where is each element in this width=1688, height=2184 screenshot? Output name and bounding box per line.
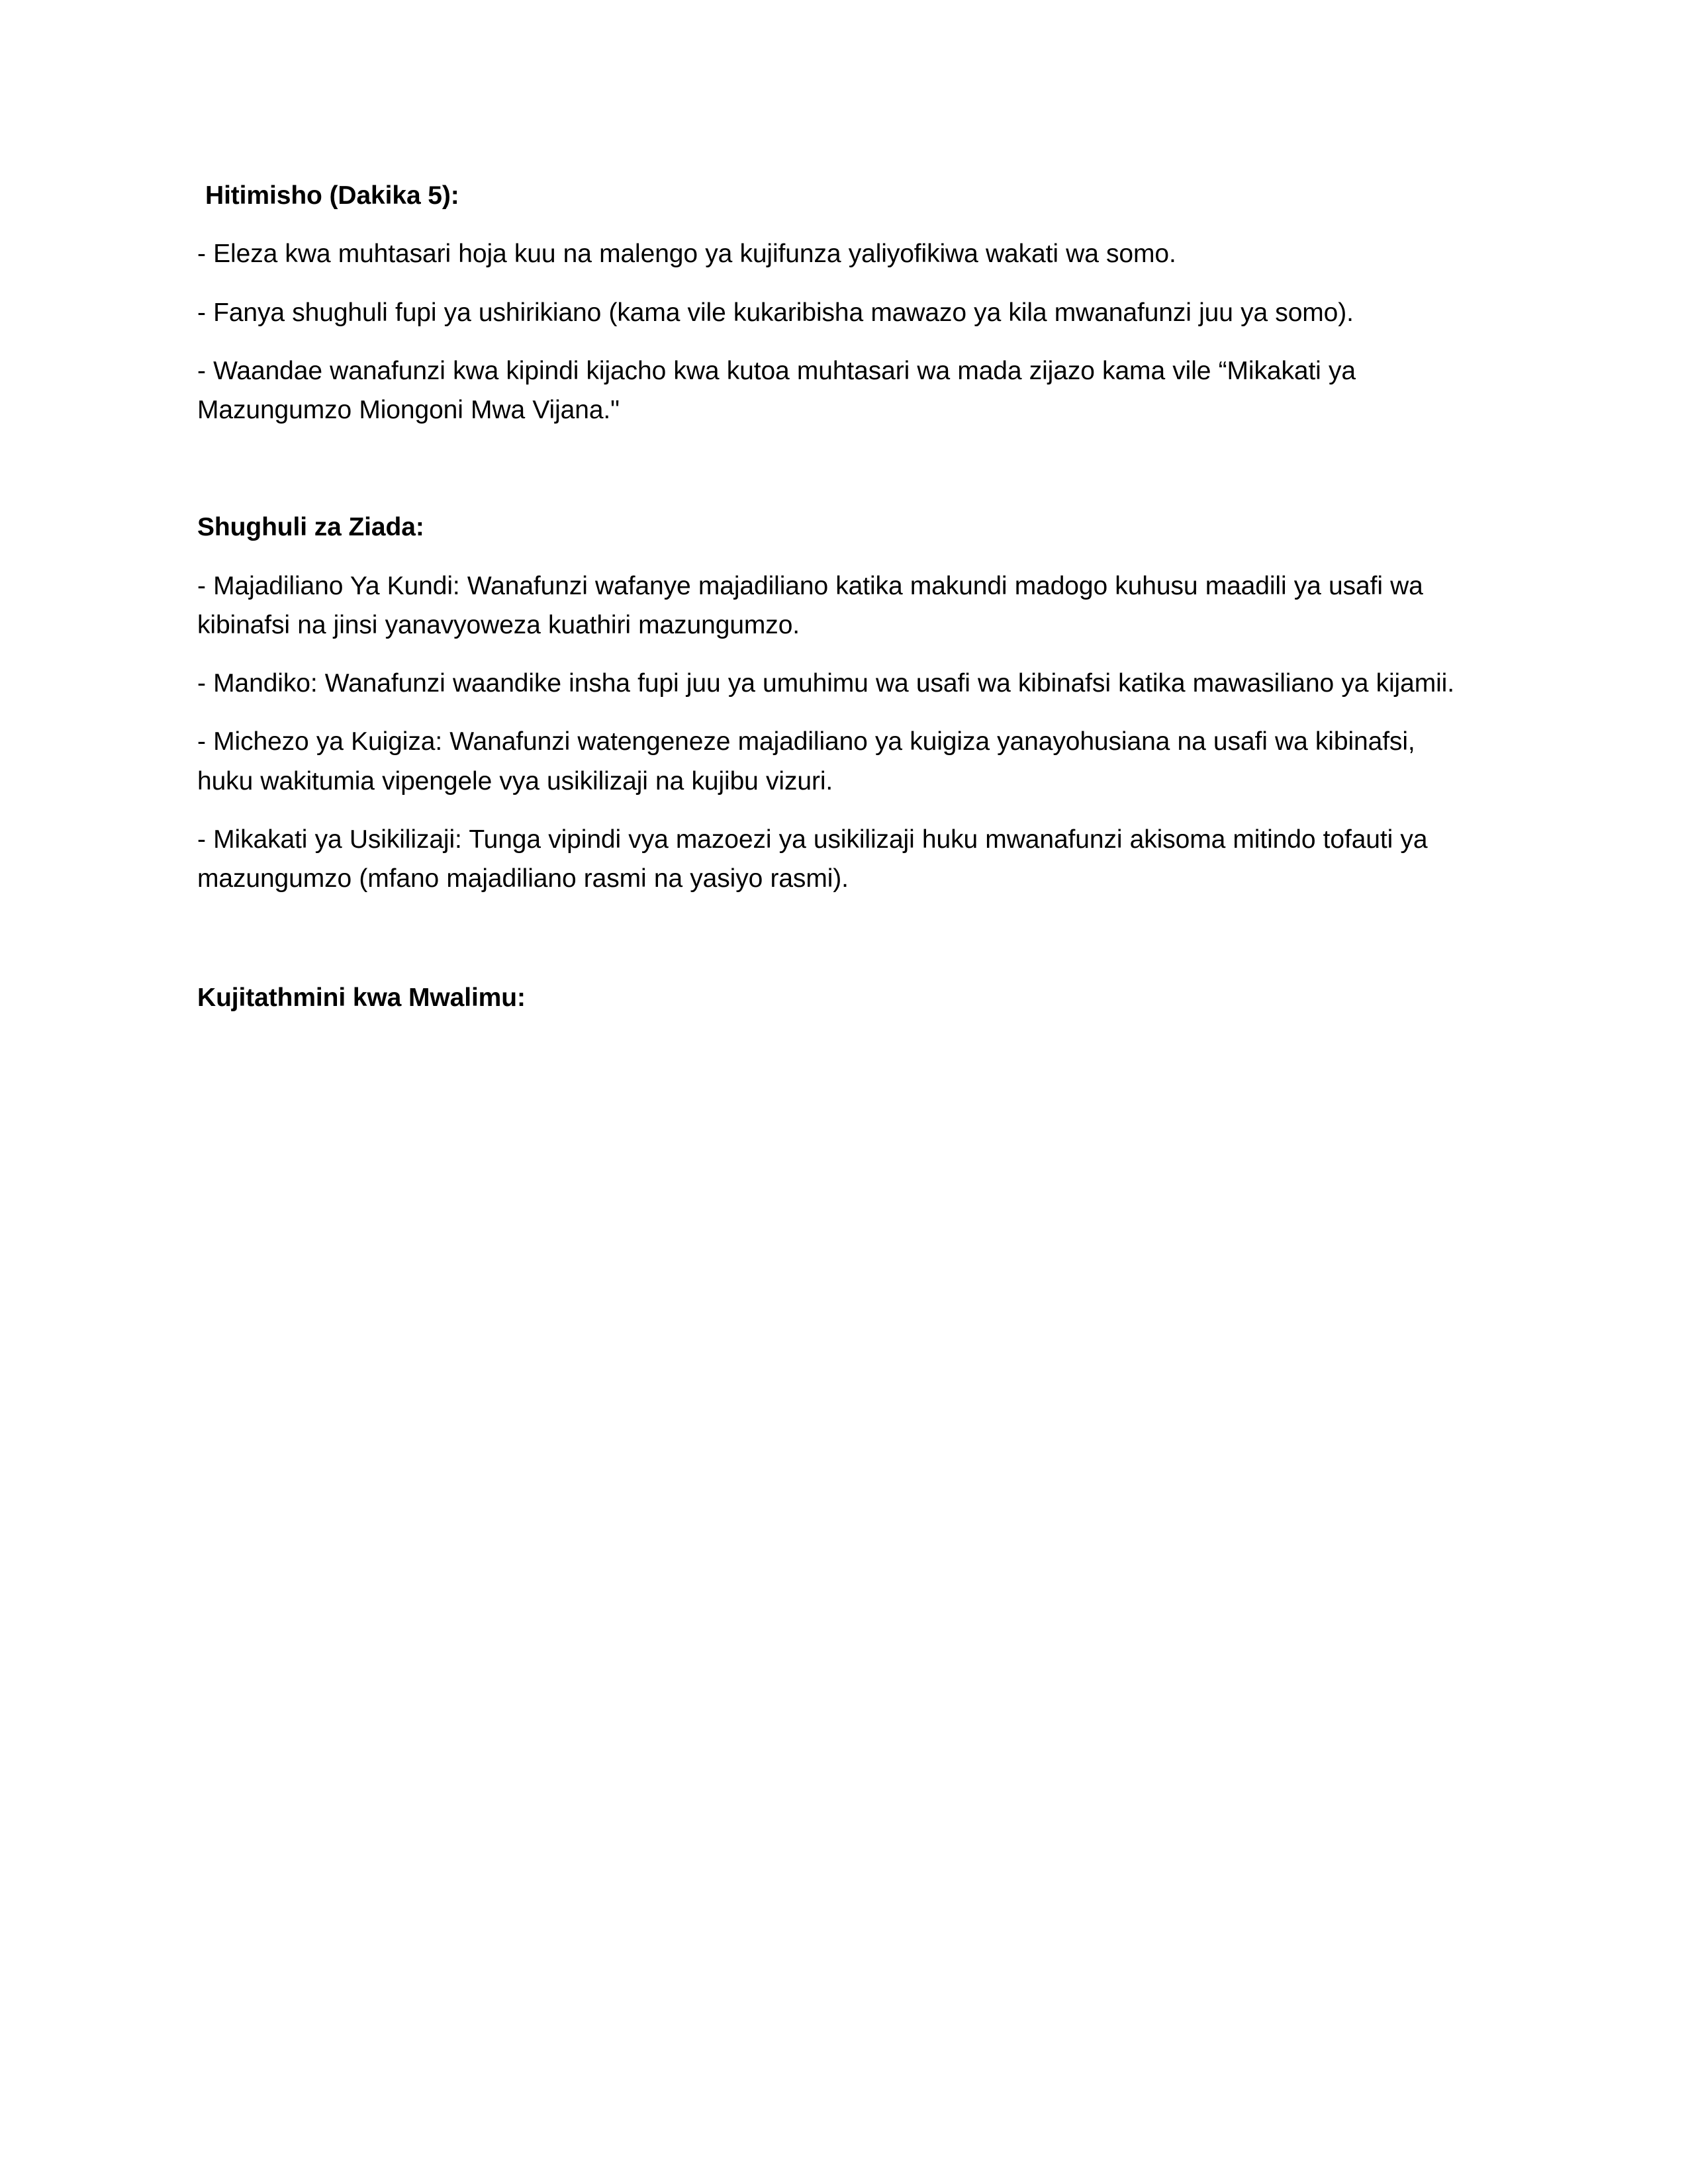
paragraph-shughuli-3: - Michezo ya Kuigiza: Wanafunzi watengeneze majadiliano ya kuigiza yanayohusiana na usafi wa kibinafsi, huku wakitumia vipengele vya usikilizaji na kujibu vizuri.: [197, 727, 1415, 796]
document-body: [197, 176, 1455, 1044]
document-tail-spacer: [197, 1037, 1455, 1044]
paragraph-shughuli-2: - Mandiko: Wanafunzi waandike insha fupi juu ya umuhimu wa usafi wa kibinafsi katika mawasiliano ya kijamii.: [197, 669, 1454, 698]
paragraph-shughuli-4: - Mikakati ya Usikilizaji: Tunga vipindi vya mazoezi ya usikilizaji huku mwanafunzi akisoma mitindo tofauti ya mazungumzo (mfano majadiliano rasmi na yasiyo rasmi).: [197, 825, 1428, 893]
paragraph-hitimisho-1: - Eleza kwa muhtasari hoja kuu na malengo ya kujifunza yaliyofikiwa wakati wa somo.: [197, 240, 1176, 269]
section-heading-hitimisho: Hitimisho (Dakika 5):: [205, 181, 459, 210]
paragraph-hitimisho-2: - Fanya shughuli fupi ya ushirikiano (kama vile kukaribisha mawazo ya kila mwanafunzi juu ya somo).: [197, 298, 1354, 327]
paragraph-hitimisho-3: - Waandae wanafunzi kwa kipindi kijacho kwa kutoa muhtasari wa mada zijazo kama vile “Mikakati ya Mazungumzo Miongoni Mwa Vijana.": [197, 356, 1356, 425]
paragraph-shughuli-1: - Majadiliano Ya Kundi: Wanafunzi wafanye majadiliano katika makundi madogo kuhusu maadili ya usafi wa kibinafsi na jinsi yanavyoweza kuathiri mazungumzo.: [197, 571, 1423, 639]
section-gap-2: [197, 917, 1455, 978]
section-heading-shughuli-za-ziada: Shughuli za Ziada:: [197, 513, 424, 542]
section-heading-kujitathmini: Kujitathmini kwa Mwalimu:: [197, 983, 526, 1013]
section-gap-1: [197, 449, 1455, 508]
